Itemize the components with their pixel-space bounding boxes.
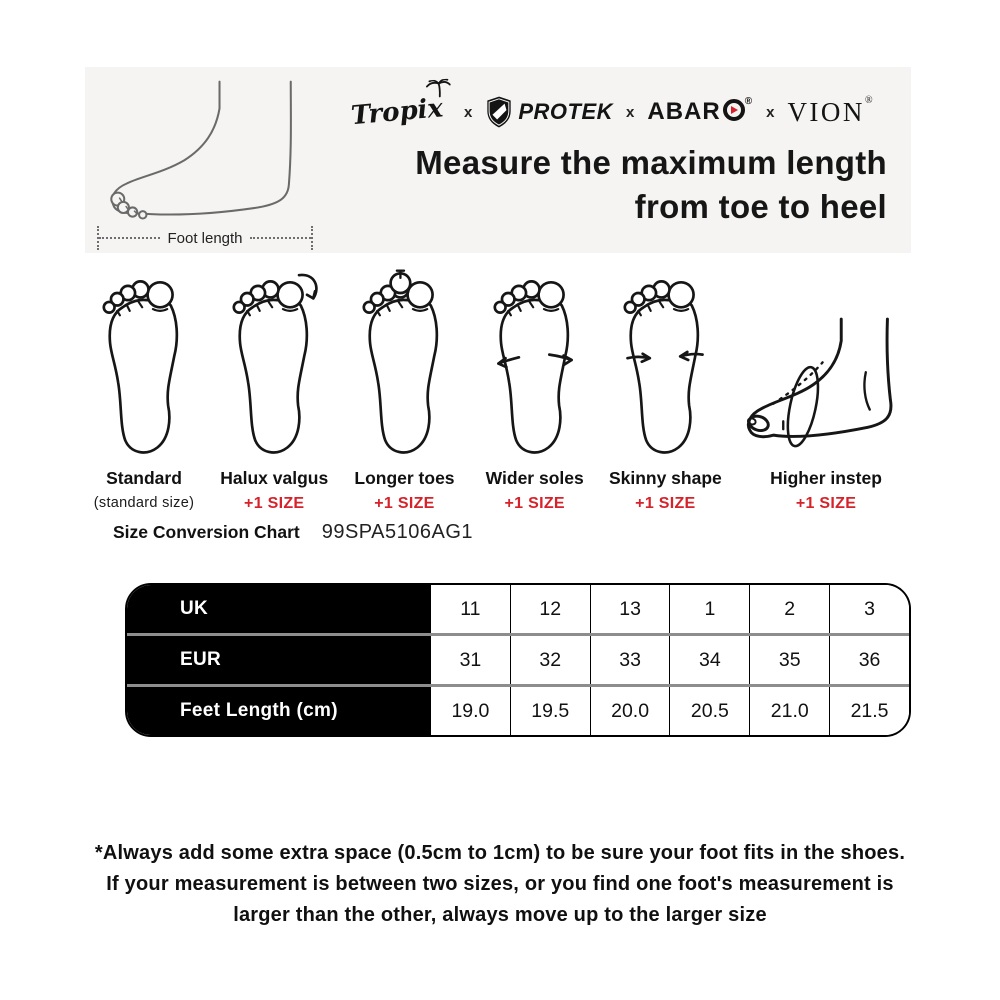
size-chart-title: Size Conversion Chart xyxy=(113,522,300,542)
row-header-eur: EUR xyxy=(127,636,430,684)
foot-type-note: +1 SIZE xyxy=(244,495,305,512)
table-cell: 33 xyxy=(590,636,670,684)
brand-separator: x xyxy=(626,103,635,121)
foot-type-label: Standard xyxy=(106,468,182,488)
foot-length-measure xyxy=(97,226,313,250)
heading-line-2: from toe to heel xyxy=(634,187,887,225)
measure-dotted-line-left xyxy=(99,237,160,239)
longer-toes-footprint-illustration xyxy=(348,268,460,460)
footnote-line-2: If your measurement is between two sizes, or you find one foot's measurement is xyxy=(106,873,894,895)
abaro-wordmark: ABAR xyxy=(647,98,721,125)
table-row-eur xyxy=(127,636,909,684)
foot-length-label: Foot length xyxy=(167,229,243,247)
foot-type-label: Skinny shape xyxy=(608,468,722,488)
foot-types-row xyxy=(88,268,912,513)
foot-type-label: Halux valgus xyxy=(220,468,329,488)
foot-type-note: +1 SIZE xyxy=(795,495,857,512)
table-row-feet-length xyxy=(127,687,909,735)
foot-type-label: Higher instep xyxy=(770,468,882,488)
sizing-advice-note xyxy=(0,838,1000,931)
footnote-line-3: larger than the other, always move up to the larger size xyxy=(233,904,767,926)
foot-type-label: Wider soles xyxy=(485,468,584,488)
measure-dotted-line-right xyxy=(250,237,311,239)
foot-length-illustration-block xyxy=(85,67,337,253)
vion-logo xyxy=(787,94,876,128)
table-cell: 21.0 xyxy=(749,687,829,735)
palm-tree-icon xyxy=(424,78,451,98)
table-cell: 36 xyxy=(829,636,909,684)
side-foot-illustration xyxy=(95,77,320,225)
size-conversion-table xyxy=(125,583,911,737)
banner-heading xyxy=(337,141,887,229)
row-header-feet-length: Feet Length (cm) xyxy=(127,687,430,735)
footnote-line-1: *Always add some extra space (0.5cm to 1cm) to be sure your foot fits in the shoes. xyxy=(94,842,906,864)
standard-footprint-illustration xyxy=(88,268,200,460)
table-cell: 2 xyxy=(749,585,829,633)
tropix-wordmark: Tropix xyxy=(349,93,445,132)
foot-type-note: +1 SIZE xyxy=(374,495,435,512)
protek-wordmark: PROTEK xyxy=(518,99,614,124)
skinny-shape-footprint-illustration xyxy=(609,268,721,460)
foot-type-note: +1 SIZE xyxy=(635,495,696,512)
foot-type-longer-toes xyxy=(348,268,460,513)
row-header-uk: UK xyxy=(127,585,430,633)
table-cell: 21.5 xyxy=(829,687,909,735)
tropix-logo xyxy=(348,93,452,132)
protek-logo xyxy=(485,96,613,128)
table-cell: 20.0 xyxy=(590,687,670,735)
table-cell: 11 xyxy=(430,585,510,633)
foot-type-halux-valgus xyxy=(218,268,330,513)
registered-mark: ® xyxy=(744,96,754,107)
table-cell: 19.5 xyxy=(510,687,590,735)
brand-separator: x xyxy=(766,103,775,121)
table-cell: 13 xyxy=(590,585,670,633)
size-chart-header xyxy=(113,521,473,544)
table-cell: 19.0 xyxy=(430,687,510,735)
brand-separator: x xyxy=(464,103,473,121)
foot-type-higher-instep xyxy=(740,268,912,513)
foot-type-label: Longer toes xyxy=(354,468,455,488)
vion-wordmark: VION xyxy=(787,96,865,127)
foot-type-standard xyxy=(88,268,200,513)
table-cell: 12 xyxy=(510,585,590,633)
table-cell: 1 xyxy=(669,585,749,633)
table-cell: 34 xyxy=(669,636,749,684)
foot-type-note: (standard size) xyxy=(93,495,195,511)
protek-shield-icon xyxy=(485,96,513,128)
table-cell: 35 xyxy=(749,636,829,684)
foot-type-note: +1 SIZE xyxy=(504,495,565,512)
foot-type-wider-soles xyxy=(479,268,591,513)
measure-banner xyxy=(85,67,911,253)
table-cell: 31 xyxy=(430,636,510,684)
heading-line-1: Measure the maximum length xyxy=(415,144,887,181)
halux-valgus-footprint-illustration xyxy=(218,268,330,460)
brand-logos-row xyxy=(337,91,887,133)
abaro-logo xyxy=(647,98,753,126)
table-cell: 20.5 xyxy=(669,687,749,735)
banner-right-block xyxy=(337,67,911,253)
higher-instep-foot-illustration xyxy=(740,268,912,460)
table-row-uk xyxy=(127,585,909,633)
abaro-o-play-icon xyxy=(723,99,745,121)
size-chart-sku-code: 99SPA5106AG1 xyxy=(321,521,474,543)
table-cell: 32 xyxy=(510,636,590,684)
foot-type-skinny-shape xyxy=(609,268,722,513)
registered-mark: ® xyxy=(864,94,876,106)
wider-soles-footprint-illustration xyxy=(479,268,591,460)
table-cell: 3 xyxy=(829,585,909,633)
